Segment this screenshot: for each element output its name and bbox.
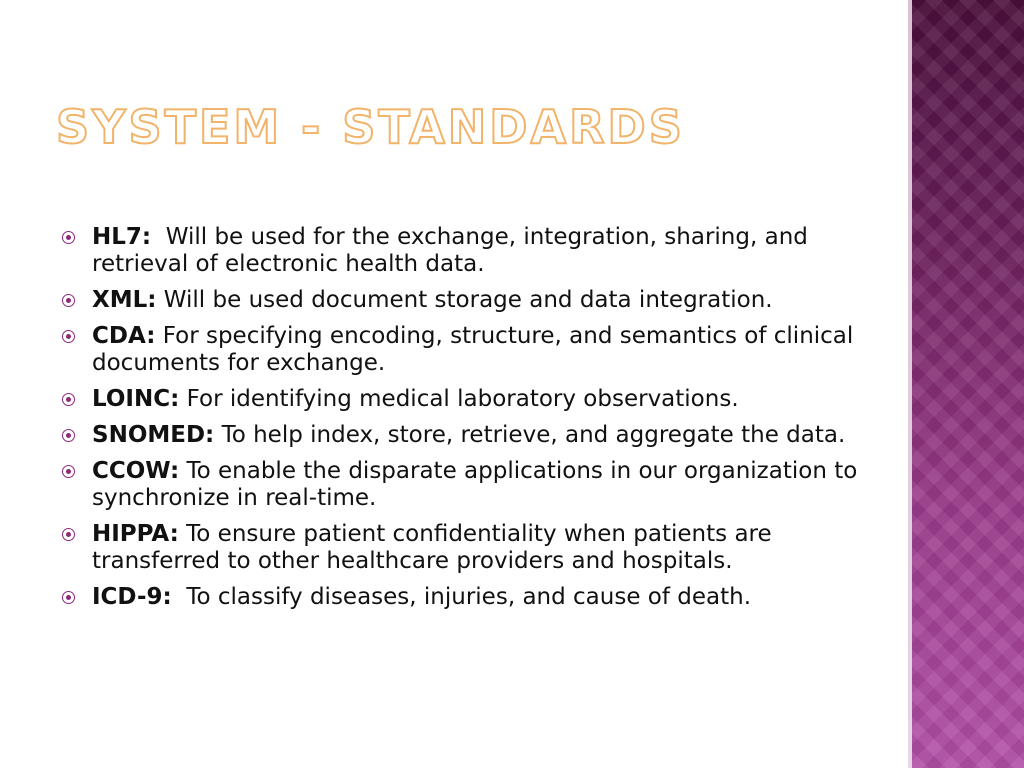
bullet-circle-icon (62, 429, 75, 442)
bullet-circle-icon (62, 330, 75, 343)
bullet-item-cda (62, 323, 862, 377)
bullet-term: XML: (92, 287, 157, 313)
bullet-text: To enable the disparate applications in our organization to synchronize in real-time. (92, 458, 865, 511)
bullet-circle-icon (62, 528, 75, 541)
bullet-text: For identifying medical laboratory observations. (179, 386, 739, 412)
bullet-text: Will be used for the exchange, integration, sharing, and retrieval of electronic health data. (92, 224, 816, 277)
bullet-term: HL7: (92, 224, 152, 250)
bullet-term: HIPPA: (92, 521, 179, 547)
bullet-circle-icon (62, 294, 75, 307)
bullet-term: SNOMED: (92, 422, 215, 448)
slide-title: SYSTEM - STANDARDS (56, 100, 685, 154)
bullet-circle-icon (62, 393, 75, 406)
bullet-term: LOINC: (92, 386, 180, 412)
bullet-item-xml (62, 287, 862, 314)
bullet-item-icd9 (62, 584, 862, 611)
bullet-circle-icon (62, 591, 75, 604)
bullet-text: To classify diseases, injuries, and cause of death. (171, 584, 752, 610)
bullet-term: ICD-9: (92, 584, 172, 610)
bullet-circle-icon (62, 231, 75, 244)
bullet-item-ccow (62, 458, 865, 512)
bullet-list (62, 224, 865, 620)
bullet-item-loinc (62, 386, 862, 413)
bullet-text: For specifying encoding, structure, and semantics of clinical documents for exchange. (92, 323, 861, 376)
bullet-text: Will be used document storage and data integration. (156, 287, 773, 313)
bullet-item-snomed (62, 422, 862, 449)
bullet-text: To help index, store, retrieve, and aggregate the data. (214, 422, 846, 448)
bullet-item-hl7 (62, 224, 862, 278)
bullet-term: CDA: (92, 323, 156, 349)
bullet-term: CCOW: (92, 458, 180, 484)
bullet-circle-icon (62, 465, 75, 478)
bullet-item-hippa (62, 521, 862, 575)
bullet-text: To ensure patient confidentiality when patients are transferred to other healthcare providers and hospitals. (92, 521, 779, 574)
decorative-side-band (912, 0, 1024, 768)
